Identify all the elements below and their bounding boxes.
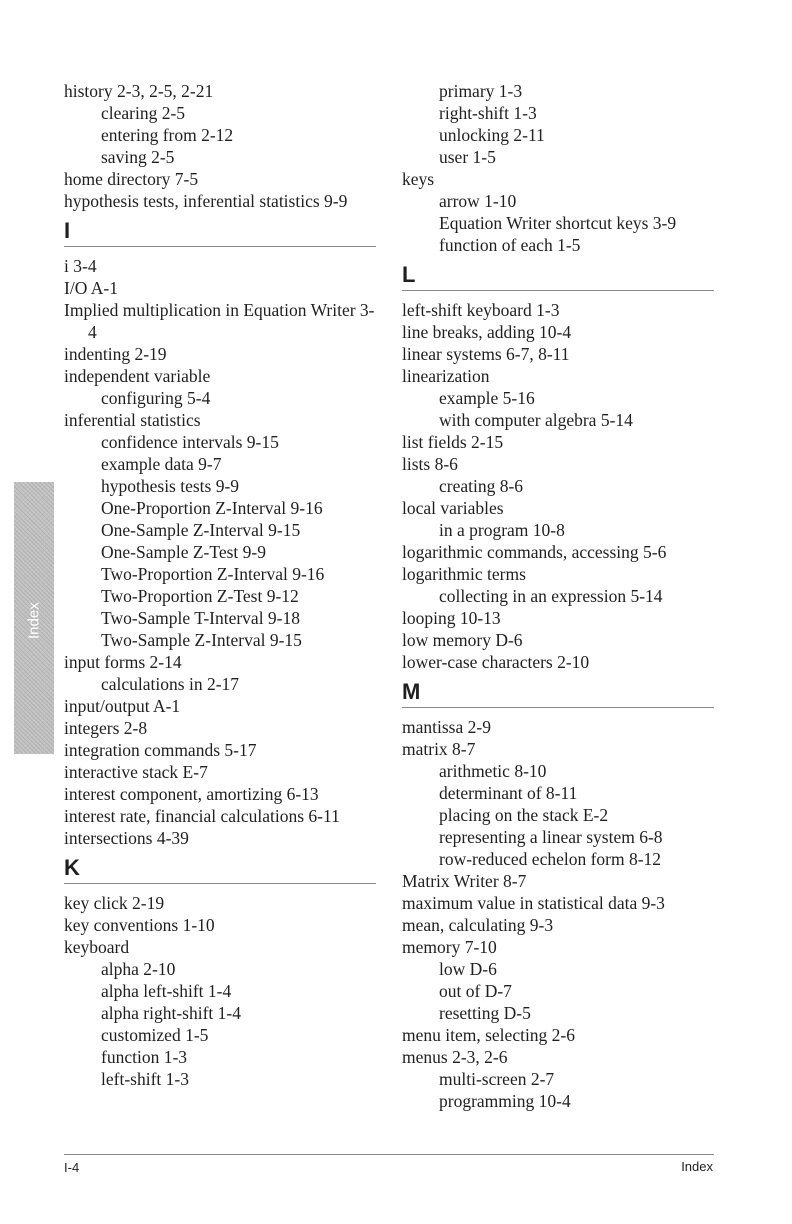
index-subentry: unlocking 2-11 (439, 125, 545, 145)
index-subentry: placing on the stack E-2 (439, 805, 609, 825)
index-entry: local variables (402, 498, 504, 518)
index-subentry: row-reduced echelon form 8-12 (439, 849, 662, 869)
index-entry: menu item, selecting 2-6 (402, 1025, 576, 1045)
index-subentry: representing a linear system 6-8 (439, 827, 663, 847)
index-entry: keys (402, 169, 435, 189)
side-tab-label: Index (25, 602, 43, 640)
index-entry: interest rate, financial calculations 6-11 (64, 806, 340, 826)
index-entry: interest component, amortizing 6-13 (64, 784, 319, 804)
index-subentry: clearing 2-5 (101, 103, 186, 123)
index-entry: key conventions 1-10 (64, 915, 215, 935)
index-subentry: Two-Proportion Z-Interval 9-16 (101, 564, 325, 584)
index-subentry: in a program 10-8 (439, 520, 565, 540)
index-entry: Matrix Writer 8-7 (402, 871, 527, 891)
index-subentry: determinant of 8-11 (439, 783, 578, 803)
section-heading: M (402, 679, 714, 708)
index-entry: integration commands 5-17 (64, 740, 257, 760)
index-entry: intersections 4-39 (64, 828, 189, 848)
index-entry: mantissa 2-9 (402, 717, 491, 737)
index-subentry: function of each 1-5 (439, 235, 581, 255)
right-column (402, 80, 714, 1112)
index-subentry: low D-6 (439, 959, 497, 979)
index-entry: lower-case characters 2-10 (402, 652, 590, 672)
index-entry: maximum value in statistical data 9-3 (402, 893, 665, 913)
index-subentry: customized 1-5 (101, 1025, 209, 1045)
index-entry: Implied multiplication in Equation Writer 3-4 (64, 300, 375, 342)
index-entry: independent variable (64, 366, 211, 386)
index-entry: mean, calculating 9-3 (402, 915, 554, 935)
index-entry: hypothesis tests, inferential statistics 9-9 (64, 191, 348, 211)
left-column (64, 80, 376, 1090)
index-subentry: configuring 5-4 (101, 388, 211, 408)
index-subentry: with computer algebra 5-14 (439, 410, 633, 430)
index-entry: logarithmic commands, accessing 5-6 (402, 542, 667, 562)
index-subentry: Two-Sample T-Interval 9-18 (101, 608, 301, 628)
index-subentry: programming 10-4 (439, 1091, 571, 1111)
index-subentry: hypothesis tests 9-9 (101, 476, 240, 496)
index-entry: logarithmic terms (402, 564, 526, 584)
index-subentry: user 1-5 (439, 147, 496, 167)
index-subentry: out of D-7 (439, 981, 512, 1001)
index-entry: home directory 7-5 (64, 169, 199, 189)
index-entry: inferential statistics (64, 410, 201, 430)
index-entry: low memory D-6 (402, 630, 523, 650)
index-subentry: saving 2-5 (101, 147, 175, 167)
index-entry: menus 2-3, 2-6 (402, 1047, 508, 1067)
index-subentry: entering from 2-12 (101, 125, 234, 145)
index-subentry: arithmetic 8-10 (439, 761, 547, 781)
index-subentry: alpha left-shift 1-4 (101, 981, 232, 1001)
section-heading: I (64, 218, 376, 247)
index-subentry: alpha right-shift 1-4 (101, 1003, 241, 1023)
index-entry: looping 10-13 (402, 608, 501, 628)
index-entry: history 2-3, 2-5, 2-21 (64, 81, 214, 101)
footer-section-title: Index (681, 1159, 713, 1174)
index-subentry: calculations in 2-17 (101, 674, 240, 694)
index-entry: matrix 8-7 (402, 739, 476, 759)
index-subentry: primary 1-3 (439, 81, 523, 101)
index-entry: list fields 2-15 (402, 432, 504, 452)
index-subentry: multi-screen 2-7 (439, 1069, 555, 1089)
index-entry: key click 2-19 (64, 893, 165, 913)
index-subentry: confidence intervals 9-15 (101, 432, 279, 452)
index-entry: i 3-4 (64, 256, 97, 276)
index-entry: linear systems 6-7, 8-11 (402, 344, 570, 364)
index-entry: integers 2-8 (64, 718, 148, 738)
index-subentry: example 5-16 (439, 388, 535, 408)
index-subentry: function 1-3 (101, 1047, 188, 1067)
index-entry: interactive stack E-7 (64, 762, 208, 782)
index-subentry: One-Sample Z-Interval 9-15 (101, 520, 301, 540)
index-entry: memory 7-10 (402, 937, 497, 957)
index-subentry: arrow 1-10 (439, 191, 517, 211)
index-entry: left-shift keyboard 1-3 (402, 300, 560, 320)
index-subentry: Two-Sample Z-Interval 9-15 (101, 630, 302, 650)
index-entry: I/O A-1 (64, 278, 118, 298)
index-subentry: right-shift 1-3 (439, 103, 537, 123)
index-subentry: creating 8-6 (439, 476, 524, 496)
index-entry: lists 8-6 (402, 454, 458, 474)
footer-divider (64, 1154, 714, 1155)
index-subentry: One-Sample Z-Test 9-9 (101, 542, 266, 562)
index-subentry: resetting D-5 (439, 1003, 531, 1023)
index-subentry: Two-Proportion Z-Test 9-12 (101, 586, 299, 606)
index-entry: input forms 2-14 (64, 652, 182, 672)
index-entry: keyboard (64, 937, 130, 957)
footer-page-number: I-4 (64, 1160, 80, 1175)
index-entry: linearization (402, 366, 490, 386)
index-entry: indenting 2-19 (64, 344, 167, 364)
section-heading: K (64, 855, 376, 884)
index-entry: line breaks, adding 10-4 (402, 322, 572, 342)
index-subentry: example data 9-7 (101, 454, 222, 474)
index-subentry: alpha 2-10 (101, 959, 176, 979)
section-heading: L (402, 262, 714, 291)
index-subentry: left-shift 1-3 (101, 1069, 189, 1089)
index-subentry: Equation Writer shortcut keys 3-9 (439, 213, 677, 233)
index-subentry: One-Proportion Z-Interval 9-16 (101, 498, 323, 518)
index-subentry: collecting in an expression 5-14 (439, 586, 663, 606)
index-entry: input/output A-1 (64, 696, 181, 716)
